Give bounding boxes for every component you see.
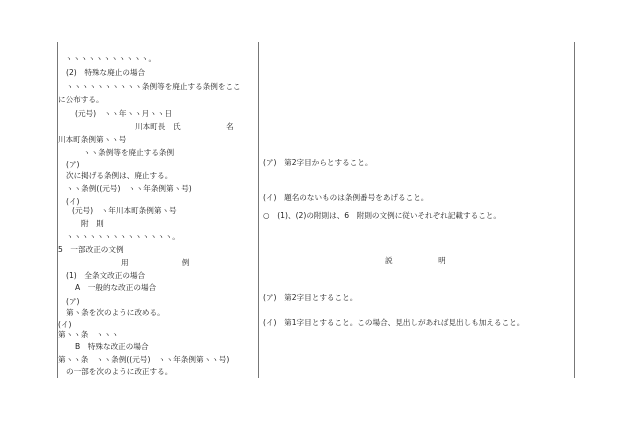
left-line: 第ヽヽ条 ヽヽ条例((元号) ヽヽ年条例第ヽヽ号) (58, 355, 230, 364)
right-line: (ア) 第2字目とすること。 (263, 293, 358, 302)
right-border-line (574, 42, 575, 378)
left-line: (イ) (58, 320, 72, 329)
left-line: 第ヽヽ条 ヽヽヽ (58, 330, 119, 339)
left-line: ヽヽヽヽヽヽヽヽヽヽヽ。 (65, 54, 157, 63)
left-line: 川本町条例第ヽヽ号 (58, 135, 127, 144)
left-line: (1) 全条文改正の場合 (66, 271, 146, 280)
right-line: (イ) 第1字目とすること。この場合、見出しがあれば見出しも加えること。 (263, 318, 525, 327)
left-line: に公布する。 (58, 95, 104, 104)
left-line: (イ) (66, 197, 80, 206)
left-line: の一部を次のように改正する。 (66, 367, 173, 376)
left-line: 用 例 (121, 258, 190, 267)
left-line: (元号) ヽヽ年ヽヽ月ヽヽ日 (75, 109, 173, 118)
right-line: ○ (1)、(2)の附則は、6 附則の文例に従いそれぞれ記載すること。 (263, 211, 501, 220)
left-line: ヽヽ条例等を廃止する条例 (83, 148, 175, 157)
left-line: 5 一部改正の文例 (58, 245, 124, 254)
left-line: 次に掲げる条例は、廃止する。 (66, 171, 173, 180)
middle-border-line (258, 42, 259, 378)
left-line: 第ヽ条を次のように改める。 (66, 308, 165, 317)
left-line: B 特殊な改正の場合 (75, 342, 149, 351)
left-line: (2) 特殊な廃止の場合 (66, 68, 146, 77)
left-line: ヽヽヽヽヽヽヽヽヽヽヽヽヽヽ。 (66, 232, 180, 241)
right-line: (ア) 第2字目からとすること。 (263, 158, 373, 167)
left-line: (ア) (66, 160, 80, 169)
left-line: (ア) (66, 297, 80, 306)
left-line: 川本町長 氏 名 (135, 122, 234, 131)
left-line: ヽヽヽヽヽヽヽヽヽヽ条例等を廃止する条例をここ (66, 82, 241, 91)
right-line: (イ) 題名のないものは条例番号をあげること。 (263, 193, 429, 202)
left-line: 附 則 (81, 219, 104, 228)
right-line: 説 明 (385, 256, 446, 265)
left-line: ヽヽ条例((元号) ヽヽ年条例第ヽ号) (66, 184, 192, 193)
left-line: A 一般的な改正の場合 (75, 283, 157, 292)
left-line: (元号) ヽ年川本町条例第ヽ号 (72, 206, 177, 215)
